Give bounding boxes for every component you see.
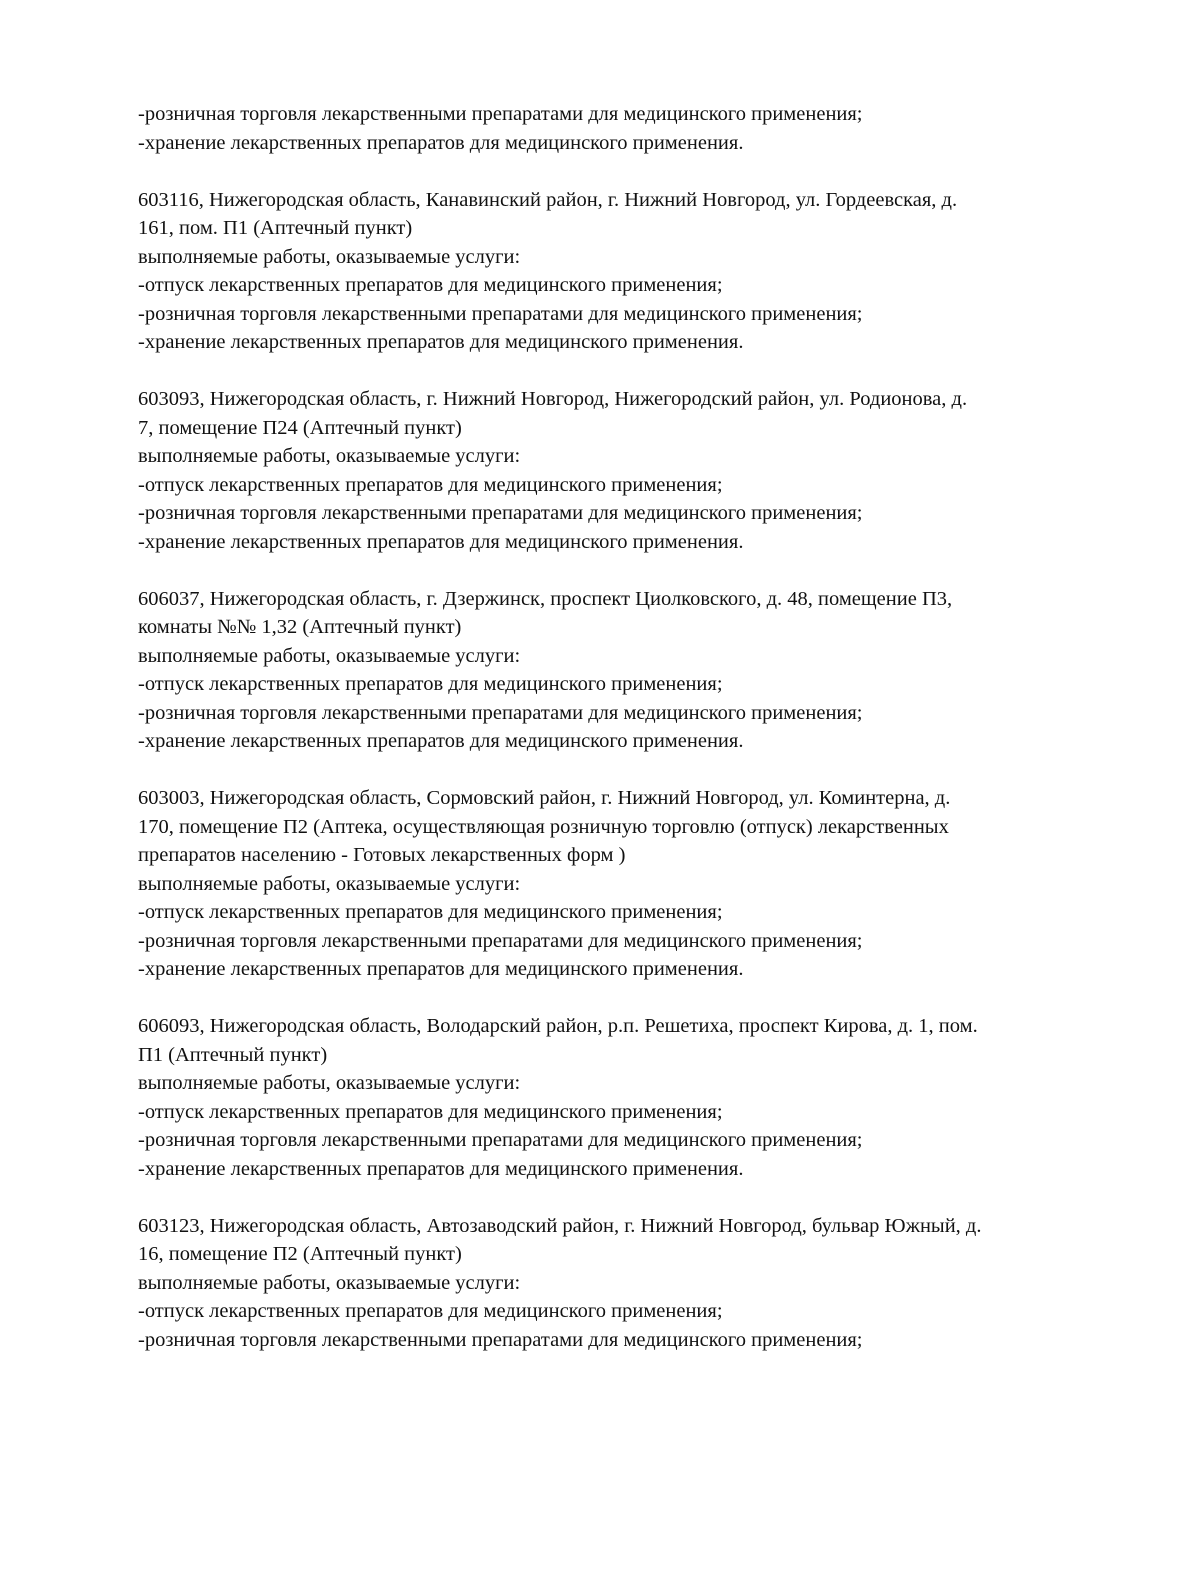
address-line: препаратов населению - Готовых лекарственных форм ) [138, 844, 626, 866]
services-heading: выполняемые работы, оказываемые услуги: [138, 1072, 521, 1094]
services-heading: выполняемые работы, оказываемые услуги: [138, 445, 521, 467]
license-entry [138, 186, 1128, 357]
service-line: -хранение лекарственных препаратов для медицинского применения. [138, 530, 744, 553]
service-line: -отпуск лекарственных препаратов для медицинского применения; [138, 1300, 723, 1322]
paragraph-gap [138, 157, 1128, 186]
service-line: -хранение лекарственных препаратов для медицинского применения. [138, 730, 744, 752]
address-line: 170, помещение П2 (Аптека, осуществляющая розничную торговлю (отпуск) лекарственных [138, 815, 949, 838]
address-line: П1 (Аптечный пункт) [138, 1043, 328, 1066]
service-line: -хранение лекарственных препаратов для медицинского применения. [138, 331, 744, 353]
license-entry [138, 1012, 1128, 1183]
address-line: 603116, Нижегородская область, Канавинский район, г. Нижний Новгород, ул. Гордеевская, д. [138, 188, 958, 211]
paragraph-gap [138, 556, 1128, 585]
address-line: 16, помещение П2 (Аптечный пункт) [138, 1243, 462, 1265]
license-entry [138, 784, 1128, 984]
license-entry [138, 385, 1128, 556]
paragraph-gap [138, 984, 1128, 1013]
services-heading: выполняемые работы, оказываемые услуги: [138, 872, 521, 895]
services-heading: выполняемые работы, оказываемые услуги: [138, 1271, 521, 1294]
service-line: -хранение лекарственных препаратов для медицинского применения. [138, 1157, 744, 1180]
address-line: 603123, Нижегородская область, Автозаводский район, г. Нижний Новгород, бульвар Южный, д. [138, 1214, 982, 1237]
service-line: -розничная торговля лекарственными препаратами для медицинского применения; [138, 701, 863, 724]
address-line: комнаты №№ 1,32 (Аптечный пункт) [138, 616, 462, 638]
top-fragment [138, 100, 1128, 157]
paragraph-gap [138, 756, 1128, 785]
service-line: -розничная торговля лекарственными препаратами для медицинского применения; [138, 502, 863, 524]
license-entry [138, 1212, 1128, 1355]
service-line: -хранение лекарственных препаратов для медицинского применения. [138, 958, 744, 980]
service-line: -розничная торговля лекарственными препаратами для медицинского применения; [138, 1328, 863, 1351]
service-line: -хранение лекарственных препаратов для медицинского применения. [138, 131, 744, 154]
license-entry [138, 585, 1128, 756]
document-page [138, 100, 1128, 1354]
paragraph-gap [138, 357, 1128, 386]
address-line: 7, помещение П24 (Аптечный пункт) [138, 416, 462, 439]
service-line: -отпуск лекарственных препаратов для медицинского применения; [138, 673, 723, 695]
service-line: -розничная торговля лекарственными препаратами для медицинского применения; [138, 302, 863, 325]
address-line: 603003, Нижегородская область, Сормовский район, г. Нижний Новгород, ул. Коминтерна, д. [138, 787, 951, 809]
service-line: -отпуск лекарственных препаратов для медицинского применения; [138, 473, 723, 496]
service-line: -розничная торговля лекарственными препаратами для медицинского применения; [138, 103, 863, 125]
service-line: -отпуск лекарственных препаратов для медицинского применения; [138, 901, 723, 923]
paragraph-gap [138, 1183, 1128, 1212]
service-line: -отпуск лекарственных препаратов для медицинского применения; [138, 1100, 723, 1123]
address-line: 606093, Нижегородская область, Володарский район, р.п. Решетиха, проспект Кирова, д. 1, пом. [138, 1015, 978, 1037]
address-line: 603093, Нижегородская область, г. Нижний Новгород, Нижегородский район, ул. Родионова, д. [138, 388, 968, 410]
service-line: -отпуск лекарственных препаратов для медицинского применения; [138, 274, 723, 296]
service-line: -розничная торговля лекарственными препаратами для медицинского применения; [138, 1129, 863, 1151]
service-line: -розничная торговля лекарственными препаратами для медицинского применения; [138, 929, 863, 952]
services-heading: выполняемые работы, оказываемые услуги: [138, 644, 521, 667]
services-heading: выполняемые работы, оказываемые услуги: [138, 245, 521, 268]
address-line: 161, пом. П1 (Аптечный пункт) [138, 217, 413, 239]
address-line: 606037, Нижегородская область, г. Дзержинск, проспект Циолковского, д. 48, помещение П3, [138, 587, 953, 610]
